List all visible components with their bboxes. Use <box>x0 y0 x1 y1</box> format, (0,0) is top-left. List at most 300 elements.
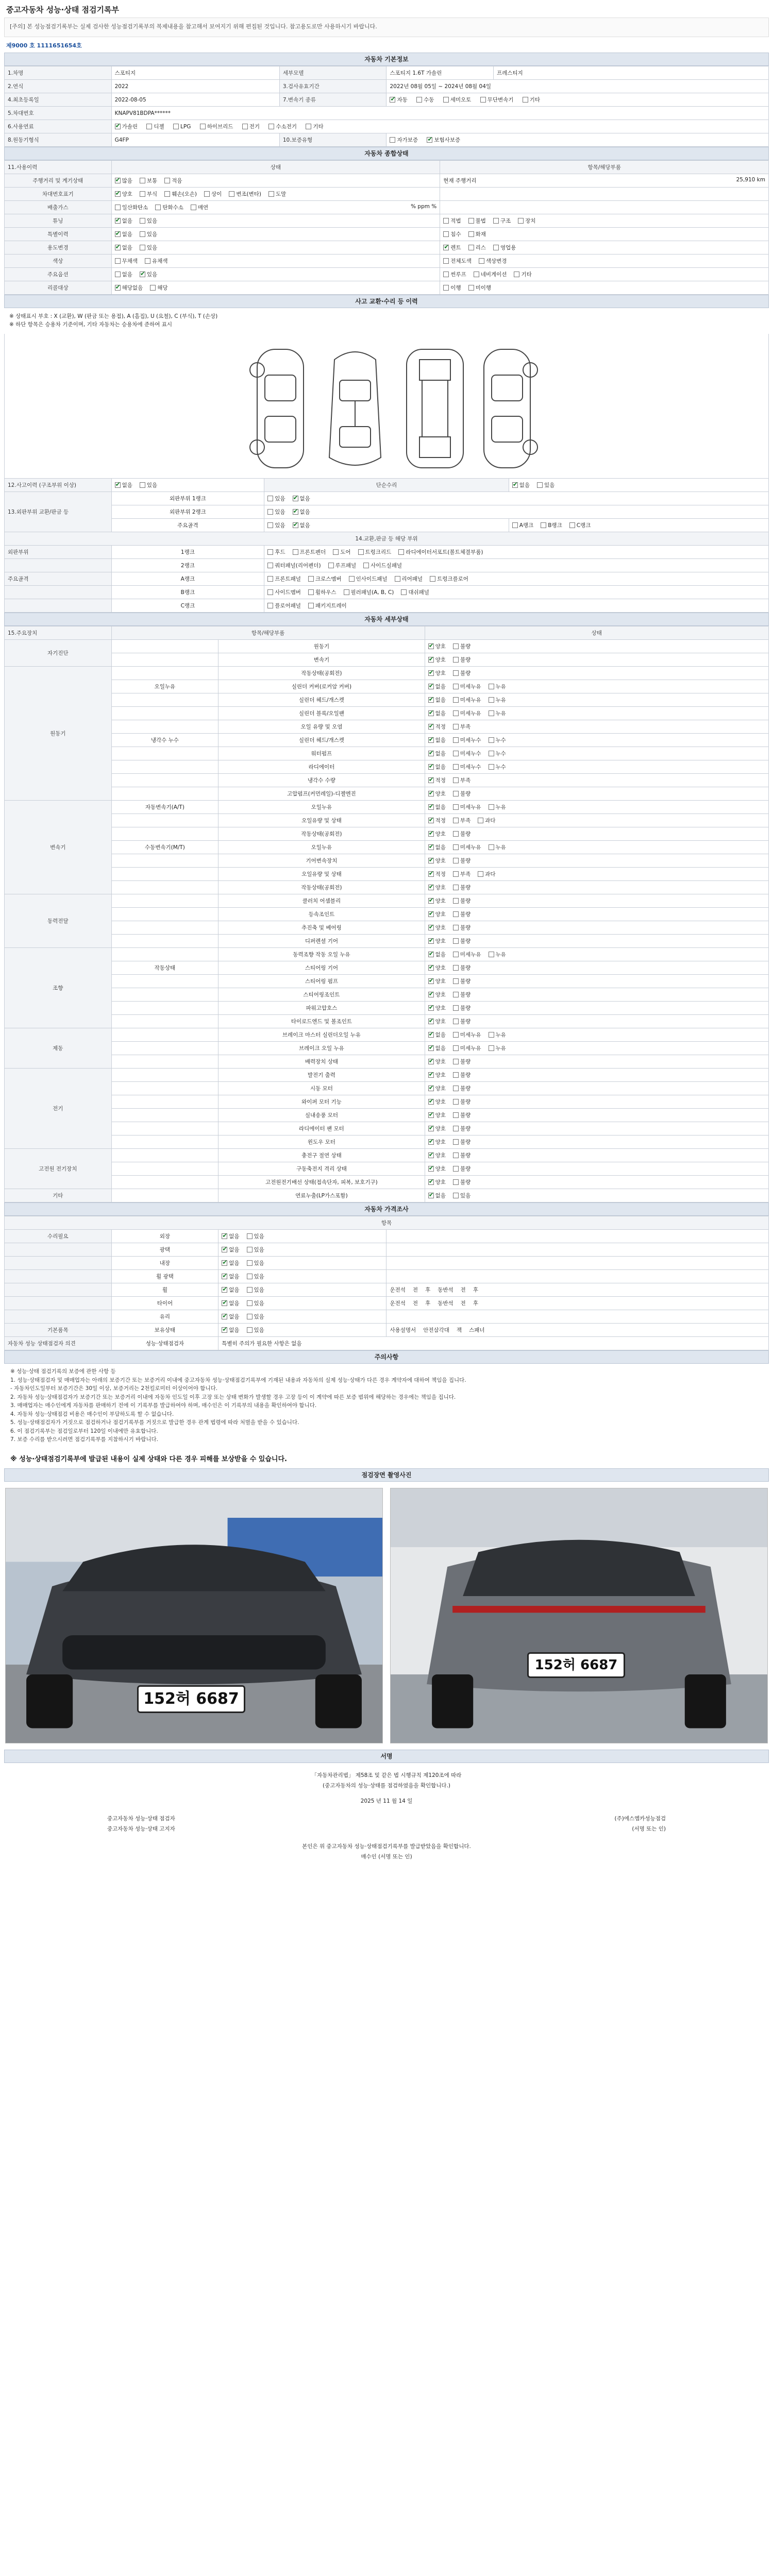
doc-number <box>4 37 769 53</box>
checkbox[interactable] <box>140 245 145 250</box>
checkbox-checked[interactable] <box>140 272 145 277</box>
detail-row: 실내송풍 모터 ✔ 양호 불량 <box>5 1109 769 1122</box>
checkbox[interactable] <box>541 522 546 528</box>
checkbox[interactable] <box>453 1193 459 1198</box>
car-side-right-outline <box>484 349 537 468</box>
checkbox[interactable] <box>401 589 407 595</box>
sign-bottom-2: 매수인 (서명 또는 인) <box>361 1854 412 1860</box>
checkbox[interactable] <box>398 549 404 555</box>
checkbox-checked[interactable] <box>428 764 434 770</box>
checkbox[interactable] <box>358 549 364 555</box>
front-license-plate: 152허 6687 <box>137 1685 245 1713</box>
general-table <box>4 160 769 295</box>
checkbox[interactable] <box>443 272 449 277</box>
detail-row: 스티어링조인트 ✔ 양호 불량 <box>5 988 769 1002</box>
checkbox[interactable] <box>453 925 459 930</box>
checkbox-checked[interactable] <box>390 97 395 103</box>
checkbox[interactable] <box>518 218 524 224</box>
checkbox-checked[interactable] <box>428 777 434 783</box>
checkbox[interactable] <box>537 482 543 488</box>
value-engine: G4FP <box>111 133 279 147</box>
checkbox[interactable] <box>173 124 179 129</box>
checkbox[interactable] <box>115 272 121 277</box>
detail-row: 라디에이터 팬 모터 ✔ 양호 불량 <box>5 1122 769 1136</box>
opinion-label: 자동차 성능 상태점검자 의견 <box>5 1337 112 1350</box>
checkbox[interactable] <box>267 589 273 595</box>
label-transmission: 7.변속기 종류 <box>279 93 386 107</box>
checkbox[interactable] <box>267 549 273 555</box>
detail-row: 고전원 전기장치 충전구 절연 상태 ✔ 양호 불량 <box>5 1149 769 1162</box>
acc-parts-row: C랭크 플로어패널 패키지트레이 <box>5 599 769 613</box>
checkbox[interactable] <box>443 218 449 224</box>
accident-legend <box>4 308 769 334</box>
checkbox[interactable] <box>453 1153 459 1158</box>
note-line: 2. 자동차 성능·상태점검자가 보증기간 또는 보증거리 이내에 자동차 인도일 이후 고장 또는 상태 변화가 발생할 경우 고장 등이 이 계약에 따른 보증 범위에 해당하는 경우에는 책임을 집니다. <box>10 1394 456 1400</box>
checkbox[interactable] <box>267 603 273 608</box>
general-row: 배출가스 일산화탄소 탄화수소 매연 % ppm % <box>5 201 769 214</box>
checkbox[interactable] <box>489 952 494 957</box>
checkbox[interactable] <box>349 576 355 582</box>
detail-row: 고전원전기배선 상태(접속단자, 피복, 보호기구) ✔ 양호 불량 <box>5 1176 769 1189</box>
checkbox[interactable] <box>267 576 273 582</box>
checkbox-checked[interactable] <box>428 710 434 716</box>
checkbox[interactable] <box>453 764 459 770</box>
checkbox[interactable] <box>453 710 459 716</box>
checkbox-checked[interactable] <box>428 1193 434 1198</box>
checkbox-checked[interactable] <box>428 724 434 730</box>
general-row: 주행거리 및 계기상태 ✔ 많음 보통 적음 현재 주행거리 25,910 km <box>5 174 769 188</box>
checkbox[interactable] <box>489 804 494 810</box>
general-row: 용도변경 ✔ 없음 있음 ✔ 렌트 리스 영업용 <box>5 241 769 255</box>
acc-parts-rows <box>5 546 769 613</box>
checkbox[interactable] <box>443 258 449 264</box>
checkbox[interactable] <box>453 818 459 823</box>
checkbox[interactable] <box>514 272 519 277</box>
checkbox[interactable] <box>247 1260 253 1266</box>
checkbox-checked[interactable] <box>428 684 434 689</box>
checkbox-checked[interactable] <box>428 1032 434 1038</box>
checkbox[interactable] <box>453 643 459 649</box>
checkbox-checked[interactable] <box>428 1166 434 1172</box>
checkbox[interactable] <box>453 992 459 997</box>
checkbox[interactable] <box>308 589 314 595</box>
checkbox[interactable] <box>512 522 518 528</box>
acc-parts-row: 외판부위 1랭크 후드 프론트펜더 도어 트렁크리드 라디에이터서포트(볼트체결부품) <box>5 546 769 559</box>
section-sign: 서명 <box>4 1750 769 1763</box>
checkbox[interactable] <box>395 576 400 582</box>
checkbox-checked[interactable] <box>512 482 518 488</box>
checkbox[interactable] <box>489 764 494 770</box>
checkbox[interactable] <box>493 218 499 224</box>
checkbox-checked[interactable] <box>115 124 121 129</box>
checkbox-checked[interactable] <box>428 885 434 890</box>
checkbox-checked[interactable] <box>428 751 434 756</box>
car-side-left-outline <box>250 349 304 468</box>
checkbox-checked[interactable] <box>222 1287 227 1293</box>
checkbox[interactable] <box>453 871 459 877</box>
checkbox[interactable] <box>443 285 449 291</box>
detail-row: 와이퍼 모터 기능 ✔ 양호 불량 <box>5 1095 769 1109</box>
checkbox[interactable] <box>468 285 474 291</box>
checkbox[interactable] <box>200 124 206 129</box>
value-submodel: 스포티지 1.6T 가솔린 <box>386 66 494 80</box>
checkbox-checked[interactable] <box>428 965 434 971</box>
price-rows <box>5 1230 769 1337</box>
checkbox-checked[interactable] <box>428 818 434 823</box>
checkbox[interactable] <box>115 205 121 210</box>
checkbox-checked[interactable] <box>222 1300 227 1306</box>
checkbox[interactable] <box>306 124 311 129</box>
checkbox-checked[interactable] <box>293 509 298 515</box>
checkbox[interactable] <box>453 670 459 676</box>
detail-group-label: 전기 <box>5 1069 112 1149</box>
checkbox[interactable] <box>453 1005 459 1011</box>
acc-panel-label: 13.외판부위 교환/판금 등 <box>5 492 112 532</box>
label-warranty: 10.보증유형 <box>279 133 386 147</box>
checkbox-checked[interactable] <box>115 231 121 237</box>
doc-number-label: 제9000 호 <box>6 42 35 49</box>
checkbox[interactable] <box>468 231 474 237</box>
checkbox-checked[interactable] <box>428 1072 434 1078</box>
sign-inspector-label: 중고자동차 성능·상태 점검자 <box>107 1816 175 1822</box>
sign-company: (주)에스엠카성능점검 <box>614 1816 666 1822</box>
checkbox[interactable] <box>453 724 459 730</box>
checkbox[interactable] <box>453 1126 459 1131</box>
value-trim: 프레스티지 <box>494 66 769 80</box>
checkbox-checked[interactable] <box>222 1247 227 1252</box>
sign-parties <box>4 1814 769 1834</box>
general-rows <box>5 174 769 295</box>
checkbox[interactable] <box>453 751 459 756</box>
checkbox-checked[interactable] <box>428 938 434 944</box>
checkbox-checked[interactable] <box>428 1099 434 1105</box>
checkbox-checked[interactable] <box>428 1005 434 1011</box>
checkbox[interactable] <box>140 178 145 183</box>
checkbox[interactable] <box>453 965 459 971</box>
checkbox[interactable] <box>247 1233 253 1239</box>
checkbox-checked[interactable] <box>428 791 434 796</box>
checkbox[interactable] <box>453 657 459 663</box>
general-head-history: 11.사용이력 <box>5 161 112 174</box>
price-row: 수리필요 외장 ✔ 없음 있음 <box>5 1230 769 1243</box>
label-engine: 8.원동기형식 <box>5 133 112 147</box>
checkbox-checked[interactable] <box>428 697 434 703</box>
checkbox[interactable] <box>489 751 494 756</box>
checkbox-checked[interactable] <box>428 1153 434 1158</box>
general-row: 튜닝 ✔ 없음 있음 적법 불법 구조 장치 <box>5 214 769 228</box>
checkbox[interactable] <box>453 831 459 837</box>
sign-notifier-label: 중고자동차 성능·상태 고지자 <box>107 1826 175 1832</box>
acc-simple-repair-label: 단순수리 <box>264 479 509 492</box>
legend-line-1: ※ 상태표시 부호 : X (교환), W (판금 또는 용접), A (흠집), U (요철), C (부식), T (손상) <box>9 313 218 319</box>
checkbox-checked[interactable] <box>428 804 434 810</box>
checkbox[interactable] <box>478 818 483 823</box>
checkbox[interactable] <box>328 563 334 568</box>
checkbox[interactable] <box>453 1139 459 1145</box>
checkbox-checked[interactable] <box>115 191 121 197</box>
checkbox[interactable] <box>453 898 459 904</box>
checkbox-checked[interactable] <box>428 911 434 917</box>
checkbox[interactable] <box>453 1072 459 1078</box>
detail-head-device: 15.주요장치 <box>5 626 112 640</box>
general-head-status: 상태 <box>111 161 440 174</box>
checkbox-checked[interactable] <box>115 482 121 488</box>
detail-row: 전기 발전기 출력 ✔ 양호 불량 <box>5 1069 769 1082</box>
checkbox[interactable] <box>267 522 273 528</box>
checkbox[interactable] <box>479 258 484 264</box>
checkbox[interactable] <box>247 1300 253 1306</box>
checkbox[interactable] <box>247 1327 253 1333</box>
checkbox[interactable] <box>453 911 459 917</box>
checkbox[interactable] <box>242 124 248 129</box>
checkbox[interactable] <box>430 576 435 582</box>
detail-row: 윈도우 모터 ✔ 양호 불량 <box>5 1136 769 1149</box>
checkbox[interactable] <box>140 218 145 224</box>
checkbox-checked[interactable] <box>428 871 434 877</box>
detail-row: 실린더 헤드/개스켓 ✔ 없음 미세누유 누유 <box>5 693 769 707</box>
sign-date: 2025 년 11 월 14 일 <box>360 1798 413 1804</box>
checkbox[interactable] <box>164 178 170 183</box>
checkbox-checked[interactable] <box>222 1327 227 1333</box>
mileage-value: 25,910 km <box>736 177 765 183</box>
checkbox-checked[interactable] <box>428 1045 434 1051</box>
general-head-item: 항목/해당부품 <box>440 161 769 174</box>
checkbox-checked[interactable] <box>115 285 121 291</box>
checkbox[interactable] <box>229 191 234 197</box>
checkbox[interactable] <box>267 563 273 568</box>
detail-row: 고압펌프(커먼레일)-디젤엔진 ✔ 양호 불량 <box>5 787 769 801</box>
checkbox-checked[interactable] <box>428 1139 434 1145</box>
checkbox[interactable] <box>191 205 196 210</box>
note-line: - 자동차인도일부터 보증기간은 30일 이상, 보증거리는 2천킬로미터 이상이어야 합니다. <box>10 1385 218 1392</box>
checkbox-checked[interactable] <box>222 1274 227 1279</box>
detail-row: 수동변속기(M/T) 오일누유 ✔ 없음 미세누유 누유 <box>5 841 769 854</box>
checkbox-checked[interactable] <box>428 643 434 649</box>
value-validity: 2022년 08월 05일 ~ 2024년 08월 04일 <box>386 80 769 93</box>
price-row: 광택 ✔ 없음 있음 <box>5 1243 769 1257</box>
checkbox[interactable] <box>333 549 339 555</box>
doc-number-value: 1111651654호 <box>37 42 82 49</box>
detail-row: 조향 동력조향 작동 오일 누유 ✔ 없음 미세누유 누유 <box>5 948 769 961</box>
checkbox[interactable] <box>453 684 459 689</box>
checkbox-checked[interactable] <box>115 245 121 250</box>
checkbox-checked[interactable] <box>293 522 298 528</box>
checkbox-checked[interactable] <box>428 831 434 837</box>
value-vin: KNAPV81BDPA****** <box>111 107 768 120</box>
checkbox[interactable] <box>443 231 449 237</box>
detail-group-label: 자기진단 <box>5 640 112 667</box>
checkbox-checked[interactable] <box>222 1260 227 1266</box>
checkbox[interactable] <box>247 1247 253 1252</box>
section-detail: 자동차 세부상태 <box>4 613 769 626</box>
detail-row: 원동기 작동상태(공회전) ✔ 양호 불량 <box>5 667 769 680</box>
checkbox[interactable] <box>453 1166 459 1172</box>
checkbox-checked[interactable] <box>428 992 434 997</box>
checkbox-checked[interactable] <box>115 218 121 224</box>
checkbox-checked[interactable] <box>222 1314 227 1319</box>
checkbox-checked[interactable] <box>428 1059 434 1064</box>
price-row: 휠 광택 ✔ 없음 있음 <box>5 1270 769 1283</box>
checkbox[interactable] <box>453 777 459 783</box>
checkbox[interactable] <box>308 576 314 582</box>
checkbox-checked[interactable] <box>428 737 434 743</box>
checkbox[interactable] <box>155 205 161 210</box>
label-fuel: 6.사용연료 <box>5 120 112 133</box>
checkbox[interactable] <box>474 272 479 277</box>
label-submodel: 세부모델 <box>279 66 386 80</box>
checkbox[interactable] <box>150 285 156 291</box>
checkbox[interactable] <box>478 871 483 877</box>
checkbox[interactable] <box>293 549 298 555</box>
checkbox[interactable] <box>453 1019 459 1024</box>
price-row: 휠 ✔ 없음 있음 운전석 전 후 동반석 전 후 <box>5 1283 769 1297</box>
checkbox[interactable] <box>489 710 494 716</box>
checkbox[interactable] <box>453 885 459 890</box>
checkbox[interactable] <box>140 231 145 237</box>
checkbox[interactable] <box>489 737 494 743</box>
checkbox[interactable] <box>390 137 395 143</box>
checkbox[interactable] <box>363 563 369 568</box>
checkbox-checked[interactable] <box>443 245 449 250</box>
price-row: 기본품목 보유상태 ✔ 없음 있음 사용설명서 안전삼각대 잭 스패너 <box>5 1324 769 1337</box>
price-table <box>4 1216 769 1350</box>
section-basic: 자동차 기본정보 <box>4 53 769 66</box>
checkbox[interactable] <box>489 844 494 850</box>
checkbox-checked[interactable] <box>428 898 434 904</box>
checkbox-checked[interactable] <box>428 1179 434 1185</box>
checkbox[interactable] <box>480 97 486 103</box>
checkbox[interactable] <box>140 482 145 488</box>
checkbox[interactable] <box>489 1032 494 1038</box>
checkbox[interactable] <box>416 97 422 103</box>
detail-row: 기어변속장치 ✔ 양호 불량 <box>5 854 769 868</box>
checkbox[interactable] <box>453 938 459 944</box>
checkbox-checked[interactable] <box>428 844 434 850</box>
general-row: 색상 무채색 유채색 전체도색 색상변경 <box>5 255 769 268</box>
checkbox[interactable] <box>453 1059 459 1064</box>
checkbox[interactable] <box>204 191 210 197</box>
checkbox[interactable] <box>344 589 349 595</box>
checkbox[interactable] <box>569 522 575 528</box>
checkbox[interactable] <box>268 191 274 197</box>
label-validity: 3.검사유효기간 <box>279 80 386 93</box>
checkbox-checked[interactable] <box>428 1086 434 1091</box>
checkbox[interactable] <box>453 804 459 810</box>
sign-text-2: (중고자동차의 성능·상태를 점검하였음을 확인합니다.) <box>322 1783 451 1789</box>
checkbox[interactable] <box>267 509 273 515</box>
checkbox[interactable] <box>453 952 459 957</box>
detail-row: 배력장치 상태 ✔ 양호 불량 <box>5 1055 769 1069</box>
checkbox[interactable] <box>489 697 494 703</box>
checkbox-checked[interactable] <box>428 952 434 957</box>
acc-parts-row: 주요골격 A랭크 프론트패널 크로스멤버 인사이드패널 리어패널 트렁크플로어 <box>5 572 769 586</box>
checkbox[interactable] <box>489 684 494 689</box>
acc-parts-row: 2랭크 쿼터패널(리어펜더) 루프패널 사이드실패널 <box>5 559 769 572</box>
checkbox[interactable] <box>523 97 528 103</box>
checkbox[interactable] <box>453 1112 459 1118</box>
detail-row: 변속기 ✔ 양호 불량 <box>5 653 769 667</box>
checkbox-checked[interactable] <box>222 1233 227 1239</box>
checkbox[interactable] <box>453 978 459 984</box>
checkbox[interactable] <box>453 791 459 796</box>
checkbox-checked[interactable] <box>428 1126 434 1131</box>
checkbox[interactable] <box>140 191 145 197</box>
checkbox[interactable] <box>268 124 274 129</box>
note-line: 6. 이 점검기록부는 점검일로부터 120일 이내에만 유효합니다. <box>10 1428 158 1434</box>
checkbox[interactable] <box>247 1314 253 1319</box>
detail-row: 기타 연료누출(LP가스포함) ✔ 없음 있음 <box>5 1189 769 1202</box>
checkbox[interactable] <box>145 258 150 264</box>
rear-license-plate: 152허 6687 <box>527 1652 625 1678</box>
checkbox-checked[interactable] <box>428 1019 434 1024</box>
checkbox-checked[interactable] <box>428 978 434 984</box>
checkbox[interactable] <box>267 496 273 501</box>
checkbox[interactable] <box>443 97 449 103</box>
section-general: 자동차 종합상태 <box>4 147 769 160</box>
checkbox[interactable] <box>453 1086 459 1091</box>
checkbox[interactable] <box>247 1274 253 1279</box>
checkbox[interactable] <box>453 1099 459 1105</box>
section-price: 자동차 가격조사 <box>4 1202 769 1216</box>
checkbox[interactable] <box>453 1032 459 1038</box>
detail-row: 자기진단 원동기 ✔ 양호 불량 <box>5 640 769 653</box>
checkbox-checked[interactable] <box>428 657 434 663</box>
detail-row: 시동 모터 ✔ 양호 불량 <box>5 1082 769 1095</box>
general-row: 특별이력 ✔ 없음 있음 침수 화재 <box>5 228 769 241</box>
detail-group-label: 조향 <box>5 948 112 1028</box>
acc-parts-row: B랭크 사이드멤버 휠하우스 필러패널(A, B, C) 대쉬패널 <box>5 586 769 599</box>
checkbox[interactable] <box>247 1287 253 1293</box>
checkbox[interactable] <box>453 1045 459 1051</box>
fuel-options: ✔ 가솔린 디젤 LPG 하이브리드 전기 수소전기 기타 <box>111 120 768 133</box>
checkbox[interactable] <box>453 858 459 863</box>
doc-title: 중고자동차 성능·상태 점검기록부 <box>6 5 120 14</box>
detail-row: 냉각수 수량 ✔ 적정 부족 <box>5 774 769 787</box>
car-outline-diagram <box>5 334 769 478</box>
checkbox-checked[interactable] <box>293 496 298 501</box>
checkbox-checked[interactable] <box>428 670 434 676</box>
legend-line-2: ※ 하단 항목은 승용차 기준이며, 기타 자동차는 승용차에 준하여 표시 <box>9 321 173 328</box>
checkbox[interactable] <box>468 245 474 250</box>
note-line: ※ 성능·상태 점검기록의 보증에 관한 사항 등 <box>10 1368 116 1375</box>
price-row: 타이어 ✔ 없음 있음 운전석 전 후 동반석 전 후 <box>5 1297 769 1310</box>
acc-parts-title: 14.교환,판금 등 해당 부위 <box>5 532 769 546</box>
checkbox[interactable] <box>453 737 459 743</box>
checkbox[interactable] <box>115 258 121 264</box>
checkbox[interactable] <box>453 697 459 703</box>
checkbox-checked[interactable] <box>427 137 432 143</box>
checkbox[interactable] <box>164 191 170 197</box>
checkbox[interactable] <box>453 844 459 850</box>
checkbox-checked[interactable] <box>428 1112 434 1118</box>
checkbox-checked[interactable] <box>428 858 434 863</box>
checkbox[interactable] <box>453 1179 459 1185</box>
notice-box: [주의] 본 성능점검기록부는 실제 검사한 성능점검기록부의 복제내용을 참고해서 보여지기 위해 편집된 것입니다. 참고용도로만 사용하시기 바랍니다. <box>4 18 769 37</box>
checkbox-checked[interactable] <box>428 925 434 930</box>
checkbox[interactable] <box>489 1045 494 1051</box>
checkbox[interactable] <box>308 603 314 608</box>
note-line: 7. 보증 수리를 받으시려면 점검기록부를 지참하시기 바랍니다. <box>10 1436 158 1443</box>
notes-warning: ※ 성능·상태점검기록부에 발급된 내용이 실제 상태와 다른 경우 피해를 보상받을 수 있습니다. <box>10 1455 287 1463</box>
checkbox-checked[interactable] <box>115 178 121 183</box>
detail-row: 작동상태(공회전) ✔ 양호 불량 <box>5 881 769 894</box>
sign-text-1: 「자동차관리법」 제58조 및 같은 법 시행규칙 제120조에 따라 <box>311 1772 462 1778</box>
detail-row: 파워고압호스 ✔ 양호 불량 <box>5 1002 769 1015</box>
checkbox[interactable] <box>146 124 152 129</box>
checkbox[interactable] <box>468 218 474 224</box>
checkbox[interactable] <box>493 245 499 250</box>
general-row: 리콜대상 ✔ 해당없음 해당 이행 미이행 <box>5 281 769 295</box>
